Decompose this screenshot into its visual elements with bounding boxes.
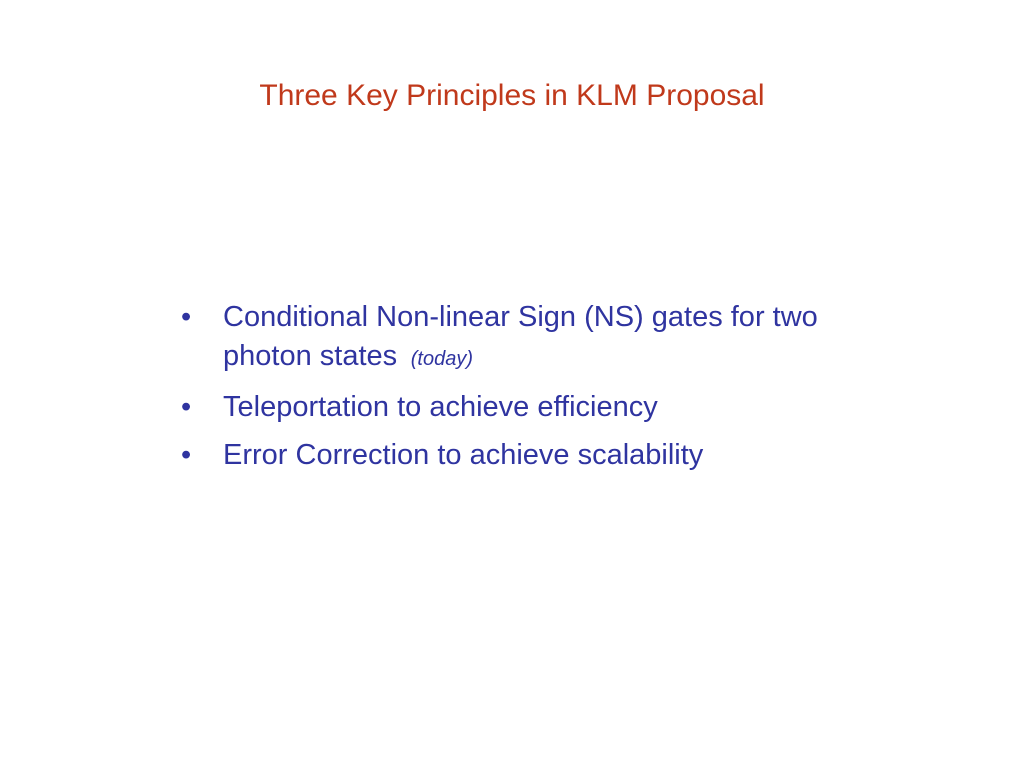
- bullet-marker: •: [181, 301, 192, 333]
- bullet-note: (today): [405, 348, 474, 370]
- bullet-text: Conditional Non-linear Sign (NS) gates for two photon states: [223, 301, 818, 372]
- bullet-text: Teleportation to achieve efficiency: [223, 391, 658, 423]
- bullet-list: [178, 298, 898, 484]
- bullet-text: Error Correction to achieve scalability: [223, 439, 704, 471]
- bullet-item-error-correction: [178, 436, 898, 475]
- bullet-marker: •: [181, 439, 192, 471]
- slide-title: Three Key Principles in KLM Proposal: [259, 79, 765, 112]
- bullet-item-teleportation: [178, 388, 898, 427]
- bullet-item-ns-gates: [178, 298, 898, 379]
- bullet-marker: •: [181, 391, 192, 423]
